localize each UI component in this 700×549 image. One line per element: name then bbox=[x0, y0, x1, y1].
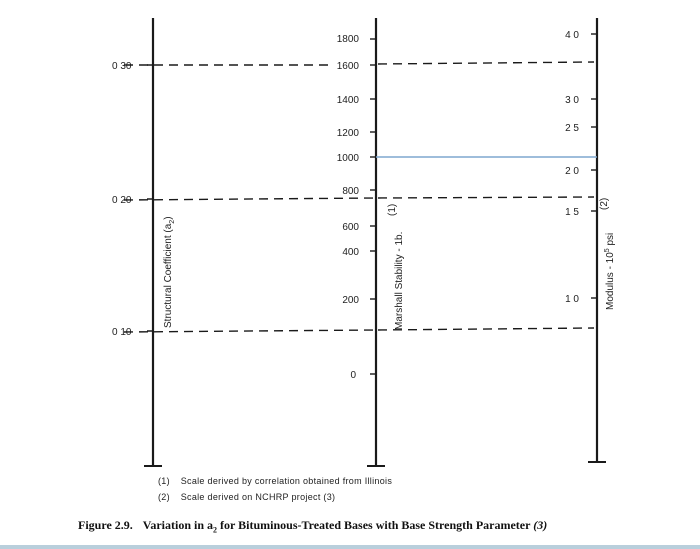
correlation-lines bbox=[124, 62, 594, 332]
dashed-line-020-right bbox=[378, 197, 594, 198]
right-tick-label: 1 0 bbox=[565, 294, 579, 305]
left-axis-title: Structural Coefficient $(a_2)$ bbox=[163, 216, 176, 328]
footnote-1 bbox=[158, 476, 392, 486]
left-tick-label: 0 10 bbox=[112, 327, 132, 338]
right-axis bbox=[565, 18, 616, 462]
dashed-line-030-right bbox=[378, 62, 594, 64]
footnote-text: Scale derived on NCHRP project (3) bbox=[180, 492, 336, 502]
middle-tick-label: 1000 bbox=[336, 153, 359, 164]
dashed-line-020 bbox=[124, 198, 378, 200]
right-tick-label: 2 0 bbox=[565, 166, 579, 177]
figure-caption bbox=[78, 518, 678, 534]
caption-text-after: for Bituminous-Treated Bases with Base Strength Parameter bbox=[217, 518, 534, 532]
middle-tick-label: 1600 bbox=[336, 61, 359, 72]
dashed-line-010-right bbox=[378, 328, 594, 330]
right-tick-label: 3 0 bbox=[565, 95, 579, 106]
middle-tick-label: 1800 bbox=[336, 34, 359, 45]
middle-axis bbox=[337, 18, 405, 466]
middle-tick-label: 0 bbox=[350, 370, 356, 381]
left-tick-label: 0 20 bbox=[112, 195, 132, 206]
caption-subscript: 2 bbox=[213, 525, 218, 535]
middle-tick-label: 800 bbox=[342, 186, 359, 197]
footnote-2 bbox=[158, 492, 335, 502]
middle-axis-note-marker: (1) bbox=[387, 203, 398, 216]
footnote-marker: (2) bbox=[158, 492, 170, 502]
middle-tick-label: 1200 bbox=[336, 128, 359, 139]
middle-tick-label: 600 bbox=[342, 222, 359, 233]
left-axis bbox=[112, 18, 176, 466]
middle-tick-label: 200 bbox=[342, 295, 359, 306]
dashed-line-010 bbox=[124, 330, 378, 332]
figure-number: Figure 2.9. bbox=[78, 518, 133, 532]
middle-tick-label: 400 bbox=[342, 247, 359, 258]
right-tick-label: 4 0 bbox=[565, 30, 579, 41]
right-tick-label: 1 5 bbox=[565, 207, 579, 218]
right-axis-note-marker: (2) bbox=[599, 197, 610, 210]
footnote-text: Scale derived by correlation obtained from Illinois bbox=[180, 476, 393, 486]
caption-ref: (3) bbox=[533, 518, 548, 532]
right-axis-title: Modulus - $10^5$ psi bbox=[604, 232, 616, 310]
footnote-marker: (1) bbox=[158, 476, 170, 486]
left-tick-label: 0 30 bbox=[112, 61, 132, 72]
bottom-rule bbox=[0, 545, 700, 549]
right-tick-label: 2 5 bbox=[565, 123, 579, 134]
middle-tick-label: 1400 bbox=[336, 95, 359, 106]
middle-axis-title: Marshall Stability - 1b. bbox=[394, 231, 405, 330]
caption-text-before: Variation in a bbox=[142, 518, 214, 532]
